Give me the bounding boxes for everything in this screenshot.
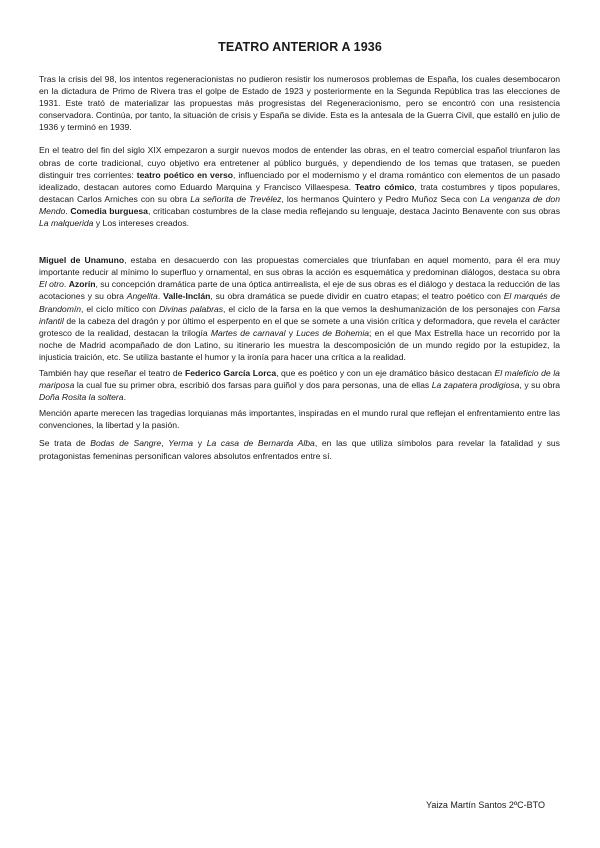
text-run: , xyxy=(161,438,169,449)
work-title: El marqués de Brandomín xyxy=(39,291,560,314)
text-run: de la cabeza del dragón y por último el esperpento en el que se somete a una visión crítica y deformadora, que revela el carácter grotesco de la realidad, destacan la trilogía xyxy=(39,315,560,338)
text-run: , el ciclo mítico con xyxy=(81,303,159,314)
text-run: , trata costumbres y tipos populares, destacan Carlos Arniches con su obra xyxy=(39,181,560,204)
text-run: , y su obra xyxy=(519,380,560,391)
work-title: Farsa infantil xyxy=(39,303,561,326)
text-run: y xyxy=(285,327,297,338)
text-run: , en las que utiliza símbolos para revelar la fatalidad y sus protagonistas femeninas personifican valores absolutos enfrentados entre sí. xyxy=(39,438,560,461)
paragraph-lorca xyxy=(39,367,560,403)
bold-term: Azorín xyxy=(68,279,96,290)
text-run: . xyxy=(63,279,69,290)
text-run: , su concepción dramática parte de una óptica antirrealista, el eje de sus obras es el diálogo y destaca la reducción de las acotaciones y su obra xyxy=(39,279,560,302)
document-body xyxy=(39,73,560,462)
bold-term: teatro poético en verso xyxy=(136,169,233,180)
text-run: También hay que reseñar el teatro de xyxy=(39,367,185,378)
work-title: Luces de Bohemia xyxy=(296,327,370,338)
work-title: La casa de Bernarda Alba xyxy=(206,438,315,449)
work-title: La malquerida xyxy=(39,218,94,229)
text-run: , influenciado por el modernismo y el drama romántico con elementos de un pasado idealizado, destacan autores como Eduardo Marquina y Francisco Villaespesa. xyxy=(39,169,560,192)
text-run: . xyxy=(65,205,71,216)
page-title: TEATRO ANTERIOR A 1936 xyxy=(218,40,382,54)
work-title: Martes de carnaval xyxy=(210,327,286,338)
text-run: , los hermanos Quintero y Pedro Muñoz Seca con xyxy=(281,193,481,204)
bold-term: Federico García Lorca xyxy=(185,367,277,378)
paragraph-lorca-tragedies xyxy=(39,407,560,431)
text-run: . xyxy=(157,291,164,302)
work-title: Angelita xyxy=(126,291,158,302)
work-title: La venganza de don Mendo xyxy=(39,193,560,216)
paragraph-historical-context xyxy=(39,73,560,133)
paragraph-commercial-theatre xyxy=(39,144,560,229)
work-title: Doña Rosita la soltera xyxy=(39,392,124,403)
bold-term: Comedia burguesa xyxy=(70,205,148,216)
paragraph-lorca-works xyxy=(39,437,560,461)
text-run: , estaba en desacuerdo con las propuestas comerciales que triunfaban en aquel momento, para él era muy importante reducir al mínimo lo superfluo y ornamental, en sus obras la acción es esquemática y predominan diálogos, destaca su obra xyxy=(39,255,561,278)
author-signature: Yaiza Martín Santos 2ºC-BTO xyxy=(426,800,545,810)
bold-term: Teatro cómico xyxy=(354,181,415,192)
text-run: ; en el que Max Estrella hace un recorrido por la noche de Madrid acompañado de don Latino, su itinerario les muestra la descomposición de un mundo regido por la estupidez, la injusticia traición, etc. Se utiliza bastante el humor y la ironía para hacer una crítica a la realidad. xyxy=(39,327,561,362)
text-run: , su obra dramática se puede dividir en cuatro etapas; el teatro poético con xyxy=(210,291,504,302)
bold-term: Valle-Inclán xyxy=(163,291,211,302)
bold-term: Miguel de Unamuno xyxy=(39,255,125,266)
text-run: , criticaban costumbres de la clase media reflejando su lenguaje, destaca Jacinto Benavente con sus obras xyxy=(147,205,560,216)
work-title: La señorita de Trevélez xyxy=(190,193,282,204)
text-run: Mención aparte merecen las tragedias lorquianas más importantes, inspiradas en el mundo rural que reflejan el enfrentamiento entre las convenciones, la libertad y la pasión. xyxy=(39,408,560,431)
text-run: , que es poético y con un eje dramático básico destacan xyxy=(276,367,495,378)
text-run: Se trata de xyxy=(39,438,91,449)
text-run: y xyxy=(193,438,207,449)
text-run: la cual fue su primer obra, escribió dos farsas para guiñol y dos para personas, una de ellas xyxy=(74,380,432,391)
text-run: Tras la crisis del 98, los intentos regeneracionistas no pudieron resistir los numerosos problemas de España, los cuales desembocaron en la dictadura de Primo de Rivera tras el golpe de Estado de 1923 y posteriormente en la Segunda República tras las elecciones de 1931. Este trató de materializar las propuestas más progresistas del Regeneracionismo, pero se encontró con una resistencia conservadora. Continúa, por tanto, la situación de crisis y España se divide. Esta es la antesala de la Guerra Civil, que estalló en julio de 1936 y terminó en 1939. xyxy=(39,74,560,133)
paragraph-innovative-theatre xyxy=(39,254,560,363)
work-title: El otro xyxy=(39,279,64,290)
work-title: Divinas palabras xyxy=(158,303,224,314)
text-run: , el ciclo de la farsa en la que vemos la deshumanización de los personajes con xyxy=(223,303,539,314)
work-title: Bodas de Sangre xyxy=(90,438,162,449)
text-run: y Los intereses creados. xyxy=(93,218,190,229)
text-run: En el teatro del fin del siglo XIX empezaron a surgir nuevos modos de entender las obras, en el teatro comercial español triunfaron las obras de corte tradicional, cuyo objetivo era entretener al público burgués, y dependiendo de los temas que tratasen, se pueden distinguir tres corrientes: xyxy=(39,145,560,180)
work-title: El maleficio de la mariposa xyxy=(39,367,560,391)
work-title: Yerma xyxy=(168,438,194,449)
work-title: La zapatera prodigiosa xyxy=(431,380,520,391)
text-run: . xyxy=(123,392,126,403)
